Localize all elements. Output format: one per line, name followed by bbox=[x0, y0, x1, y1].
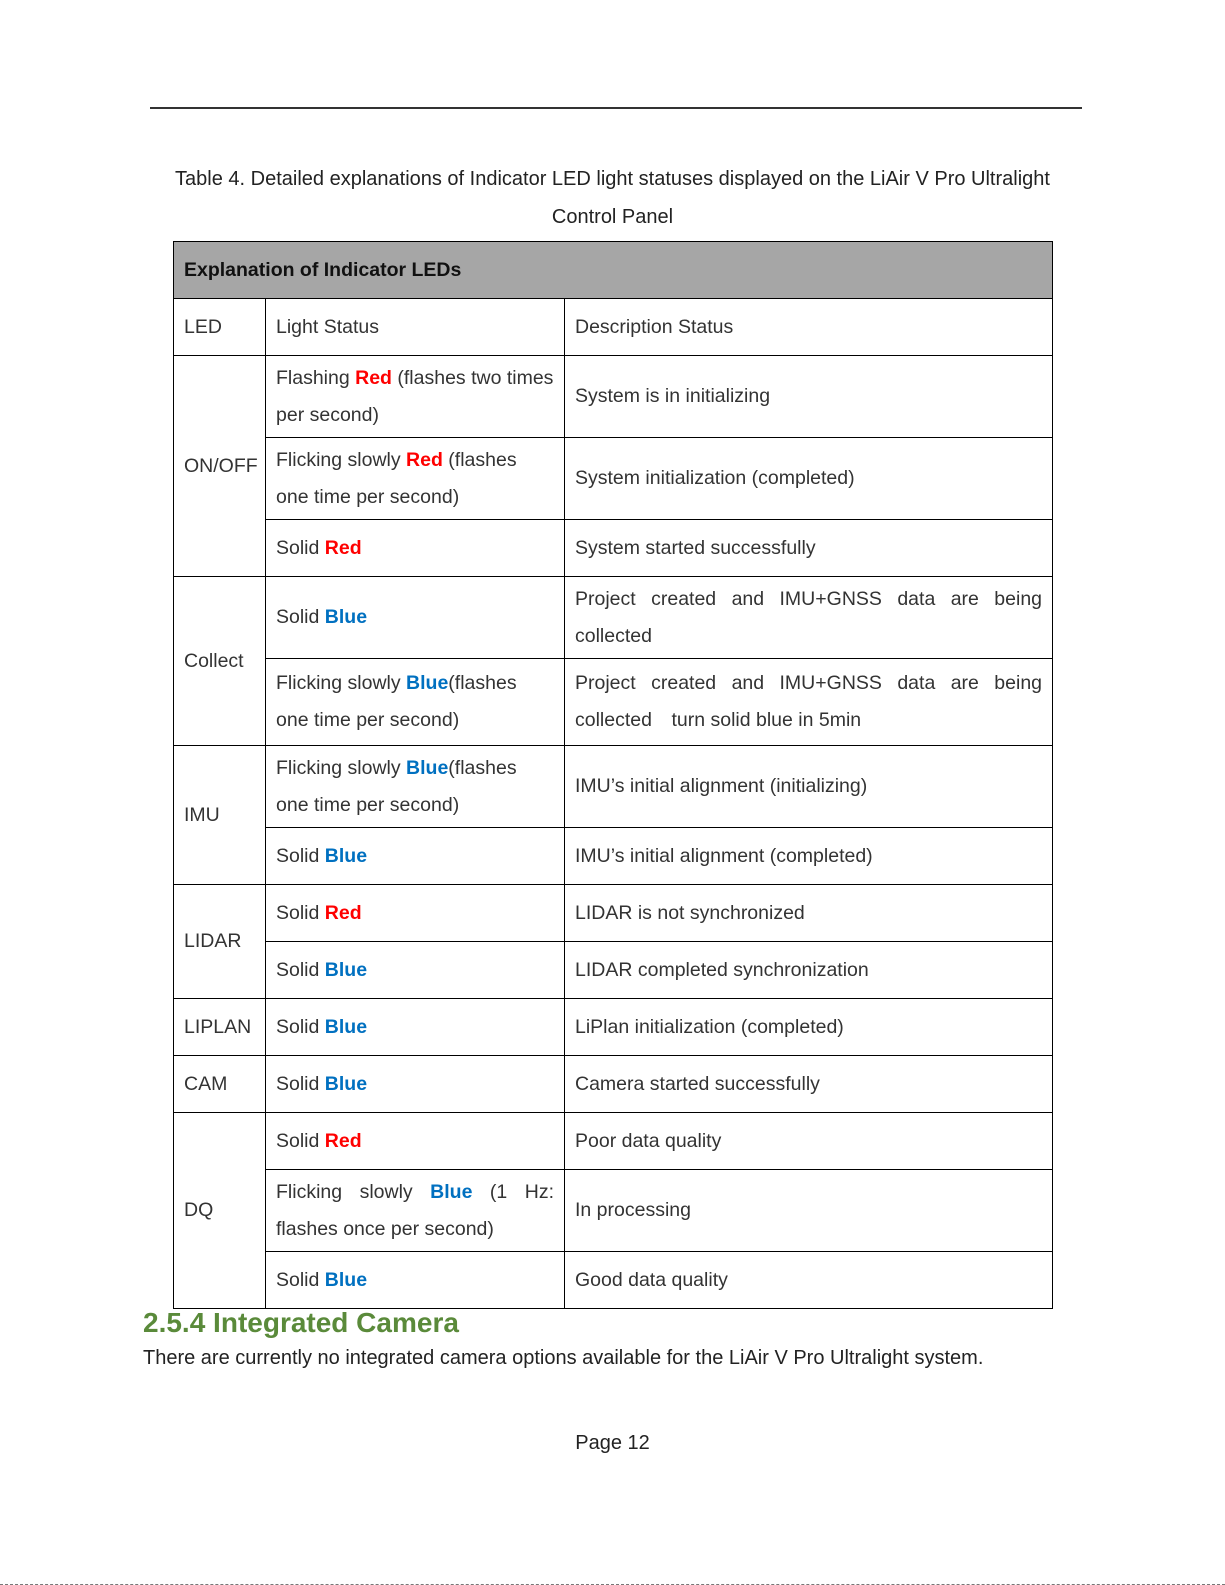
status-suffix: (flashes one time per second) bbox=[276, 756, 517, 816]
section-body-text: There are currently no integrated camera options available for the LiAir V Pro Ultralight system. bbox=[143, 1347, 984, 1369]
description: In processing bbox=[565, 1170, 1053, 1252]
table-row bbox=[174, 577, 1053, 659]
table-row bbox=[174, 1170, 1053, 1252]
light-status bbox=[266, 356, 565, 438]
status-prefix: Solid bbox=[276, 844, 325, 867]
description: Project created and IMU+GNSS data are being collected turn solid blue in 5min bbox=[565, 659, 1053, 746]
status-prefix: Flicking slowly bbox=[276, 1180, 431, 1203]
table-row bbox=[174, 438, 1053, 520]
led-name: IMU bbox=[174, 746, 266, 885]
status-color: Red bbox=[406, 448, 443, 471]
status-prefix: Solid bbox=[276, 1072, 325, 1095]
light-status bbox=[266, 577, 565, 659]
status-color: Blue bbox=[324, 1015, 368, 1038]
description: Poor data quality bbox=[565, 1113, 1053, 1170]
status-color: Red bbox=[324, 901, 362, 924]
page-number: Page 12 bbox=[575, 1432, 650, 1454]
description: LiPlan initialization (completed) bbox=[565, 999, 1053, 1056]
description: LIDAR is not synchronized bbox=[565, 885, 1053, 942]
status-prefix: Solid bbox=[276, 1015, 325, 1038]
status-suffix: (flashes two times per second) bbox=[276, 366, 554, 426]
header-led: LED bbox=[174, 299, 266, 356]
description: Project created and IMU+GNSS data are being collected bbox=[565, 577, 1053, 659]
light-status bbox=[266, 999, 565, 1056]
description: System started successfully bbox=[565, 520, 1053, 577]
light-status bbox=[266, 942, 565, 999]
status-color: Red bbox=[324, 536, 362, 559]
status-prefix: Solid bbox=[276, 1129, 325, 1152]
description: System is in initializing bbox=[565, 356, 1053, 438]
table-row bbox=[174, 659, 1053, 746]
status-prefix: Solid bbox=[276, 1268, 325, 1291]
description: Good data quality bbox=[565, 1252, 1053, 1309]
led-name: ON/OFF bbox=[174, 356, 266, 577]
table-row bbox=[174, 1113, 1053, 1170]
status-suffix: (flashes one time per second) bbox=[276, 448, 517, 508]
status-color: Blue bbox=[324, 1072, 368, 1095]
table-row bbox=[174, 828, 1053, 885]
led-name: Collect bbox=[174, 577, 266, 746]
section-heading: 2.5.4 Integrated Camera bbox=[143, 1307, 459, 1338]
status-color: Red bbox=[324, 1129, 362, 1152]
light-status bbox=[266, 1056, 565, 1113]
led-name: CAM bbox=[174, 1056, 266, 1113]
led-name: LIPLAN bbox=[174, 999, 266, 1056]
status-prefix: Flashing bbox=[276, 366, 356, 389]
status-color: Blue bbox=[324, 606, 368, 628]
header-rule bbox=[150, 107, 1082, 109]
table-row bbox=[174, 1056, 1053, 1113]
table-header-row bbox=[174, 299, 1053, 356]
description: System initialization (completed) bbox=[565, 438, 1053, 520]
status-prefix: Solid bbox=[276, 536, 325, 559]
table-row bbox=[174, 1252, 1053, 1309]
table-title: Explanation of Indicator LEDs bbox=[174, 242, 1053, 299]
description: IMU’s initial alignment (initializing) bbox=[565, 746, 1053, 828]
status-prefix: Solid bbox=[276, 606, 325, 628]
header-light-status: Light Status bbox=[266, 299, 565, 356]
status-color: Blue bbox=[324, 844, 368, 867]
status-color: Blue bbox=[406, 672, 449, 694]
table-row bbox=[174, 520, 1053, 577]
status-color: Blue bbox=[324, 958, 368, 981]
light-status bbox=[266, 885, 565, 942]
status-prefix: Flicking slowly bbox=[276, 756, 407, 779]
status-suffix: (1 Hz: flashes once per second) bbox=[276, 1180, 554, 1240]
light-status bbox=[266, 746, 565, 828]
description: Camera started successfully bbox=[565, 1056, 1053, 1113]
indicator-led-table bbox=[173, 241, 1053, 1309]
status-prefix: Solid bbox=[276, 958, 325, 981]
status-suffix: (flashes one time per second) bbox=[276, 672, 517, 731]
light-status bbox=[266, 828, 565, 885]
light-status bbox=[266, 438, 565, 520]
status-prefix: Flicking slowly bbox=[276, 672, 407, 694]
status-color: Blue bbox=[406, 756, 449, 779]
table-title-row bbox=[174, 242, 1053, 299]
light-status bbox=[266, 1113, 565, 1170]
status-prefix: Solid bbox=[276, 901, 325, 924]
description: IMU’s initial alignment (completed) bbox=[565, 828, 1053, 885]
table-row bbox=[174, 942, 1053, 999]
status-color: Blue bbox=[324, 1268, 368, 1291]
table-caption: Table 4. Detailed explanations of Indicator LED light statuses displayed on the LiAir V Pro Ultralight Control Panel bbox=[175, 168, 1050, 228]
light-status bbox=[266, 659, 565, 746]
light-status bbox=[266, 1252, 565, 1309]
led-name: DQ bbox=[174, 1113, 266, 1309]
status-color: Blue bbox=[430, 1180, 473, 1203]
status-color: Red bbox=[355, 366, 392, 389]
table-row bbox=[174, 999, 1053, 1056]
description: LIDAR completed synchronization bbox=[565, 942, 1053, 999]
header-description-status: Description Status bbox=[565, 299, 1053, 356]
table-row bbox=[174, 746, 1053, 828]
table-row bbox=[174, 885, 1053, 942]
table-row bbox=[174, 356, 1053, 438]
light-status bbox=[266, 520, 565, 577]
led-name: LIDAR bbox=[174, 885, 266, 999]
status-prefix: Flicking slowly bbox=[276, 448, 407, 471]
light-status bbox=[266, 1170, 565, 1252]
